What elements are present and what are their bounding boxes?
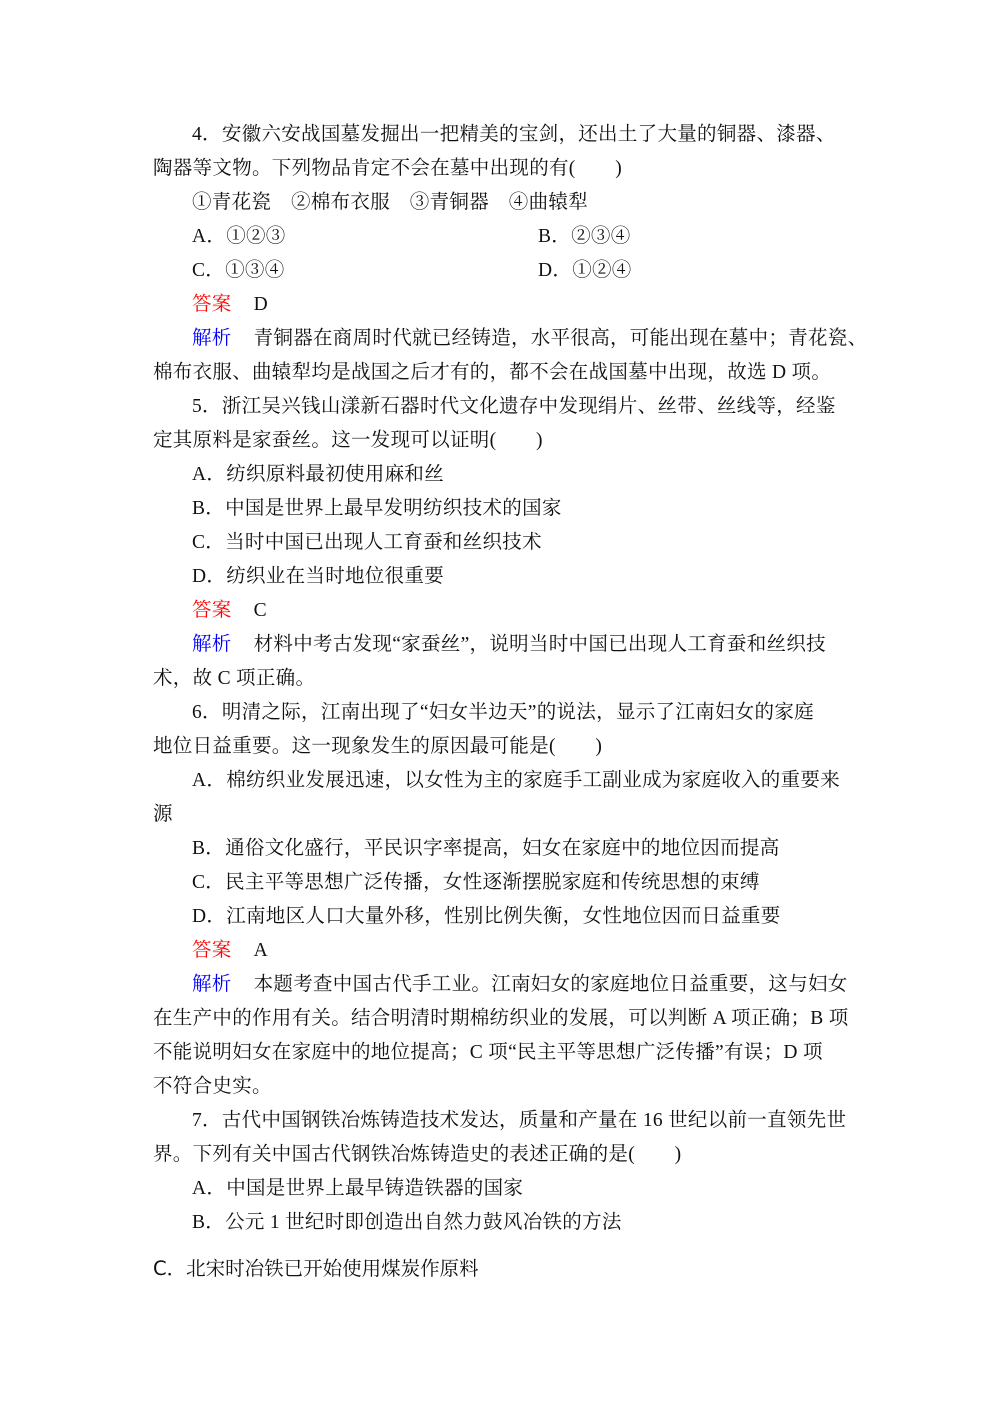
answer: [153, 934, 853, 968]
option-d: D．江南地区人口大量外移，性别比例失衡，女性地位因而日益重要: [192, 906, 781, 927]
question-stem-cont: 界。下列有关中国古代钢铁冶炼铸造史的表述正确的是( ): [153, 1144, 682, 1165]
answer: [153, 594, 853, 628]
question-stem: 7．古代中国钢铁冶炼铸造技术发达，质量和产量在 16 世纪以前一直领先世: [192, 1110, 847, 1131]
question-items: ①青花瓷 ②棉布衣服 ③青铜器 ④曲辕犁: [192, 192, 589, 213]
document-page: [153, 118, 868, 1240]
answer-value: C: [253, 600, 267, 621]
explanation-cont: 在生产中的作用有关。结合明清时期棉纺织业的发展，可以判断 A 项正确；B 项: [153, 1008, 849, 1029]
question-7: [153, 1104, 853, 1240]
answer-label: 答案: [192, 600, 232, 621]
option-c: C．①③④: [192, 260, 285, 281]
question-stem: 5．浙江吴兴钱山漾新石器时代文化遗存中发现绢片、丝带、丝线等，经鉴: [192, 396, 836, 417]
explanation-cont: 不符合史实。: [153, 1076, 272, 1097]
question-5: [153, 390, 853, 696]
answer-value: A: [253, 940, 268, 961]
option-c: C．当时中国已出现人工育蚕和丝织技术: [192, 532, 542, 553]
option-d: D．纺织业在当时地位很重要: [192, 566, 444, 587]
explanation-label: 解析: [192, 974, 232, 995]
option-a: A．①②③: [192, 226, 286, 247]
option-row: [153, 254, 853, 288]
question-stem: 4．安徽六安战国墓发掘出一把精美的宝剑，还出土了大量的铜器、漆器、: [192, 124, 836, 145]
option-c: C．北宋时冶铁已开始使用煤炭作原料: [153, 1257, 479, 1280]
question-stem-cont: 定其原料是家蚕丝。这一发现可以证明( ): [153, 430, 543, 451]
question-stem: 6．明清之际，江南出现了“妇女半边天”的说法，显示了江南妇女的家庭: [192, 702, 814, 723]
explanation-cont: 术，故 C 项正确。: [153, 668, 316, 689]
question-6: [153, 696, 853, 1104]
explanation: 解析 青铜器在商周时代就已经铸造，水平很高，可能出现在墓中；青花瓷、: [192, 328, 868, 349]
option-c: C．民主平等思想广泛传播，女性逐渐摆脱家庭和传统思想的束缚: [192, 872, 760, 893]
option-a-cont: 源: [153, 804, 173, 825]
explanation-cont: 棉布衣服、曲辕犁均是战国之后才有的，都不会在战国墓中出现，故选 D 项。: [153, 362, 832, 383]
explanation-cont: 不能说明妇女在家庭中的地位提高；C 项“民主平等思想广泛传播”有误；D 项: [153, 1042, 823, 1063]
question-4: [153, 118, 868, 390]
explanation: 解析 本题考查中国古代手工业。江南妇女的家庭地位日益重要，这与妇女: [192, 974, 848, 995]
answer-label: 答案: [192, 294, 232, 315]
explanation-label: 解析: [192, 328, 232, 349]
option-b: B．②③④: [538, 226, 631, 247]
answer-label: 答案: [192, 940, 232, 961]
answer-value: D: [253, 294, 268, 315]
option-b: B．公元 1 世纪时即创造出自然力鼓风冶铁的方法: [192, 1212, 622, 1233]
option-b: B．中国是世界上最早发明纺织技术的国家: [192, 498, 562, 519]
option-d: D．①②④: [538, 260, 632, 281]
option-a: A．棉纺织业发展迅速，以女性为主的家庭手工副业成为家庭收入的重要来: [192, 770, 840, 791]
answer: [153, 288, 853, 322]
question-stem-cont: 陶器等文物。下列物品肯定不会在墓中出现的有( ): [153, 158, 622, 179]
option-b: B．通俗文化盛行，平民识字率提高，妇女在家庭中的地位因而提高: [192, 838, 780, 859]
option-row: [153, 220, 853, 254]
explanation-label: 解析: [192, 634, 232, 655]
question-stem-cont: 地位日益重要。这一现象发生的原因最可能是( ): [153, 736, 603, 757]
option-a: A．纺织原料最初使用麻和丝: [192, 464, 444, 485]
option-a: A．中国是世界上最早铸造铁器的国家: [192, 1178, 524, 1199]
explanation: 解析 材料中考古发现“家蚕丝”，说明当时中国已出现人工育蚕和丝织技: [192, 634, 826, 655]
